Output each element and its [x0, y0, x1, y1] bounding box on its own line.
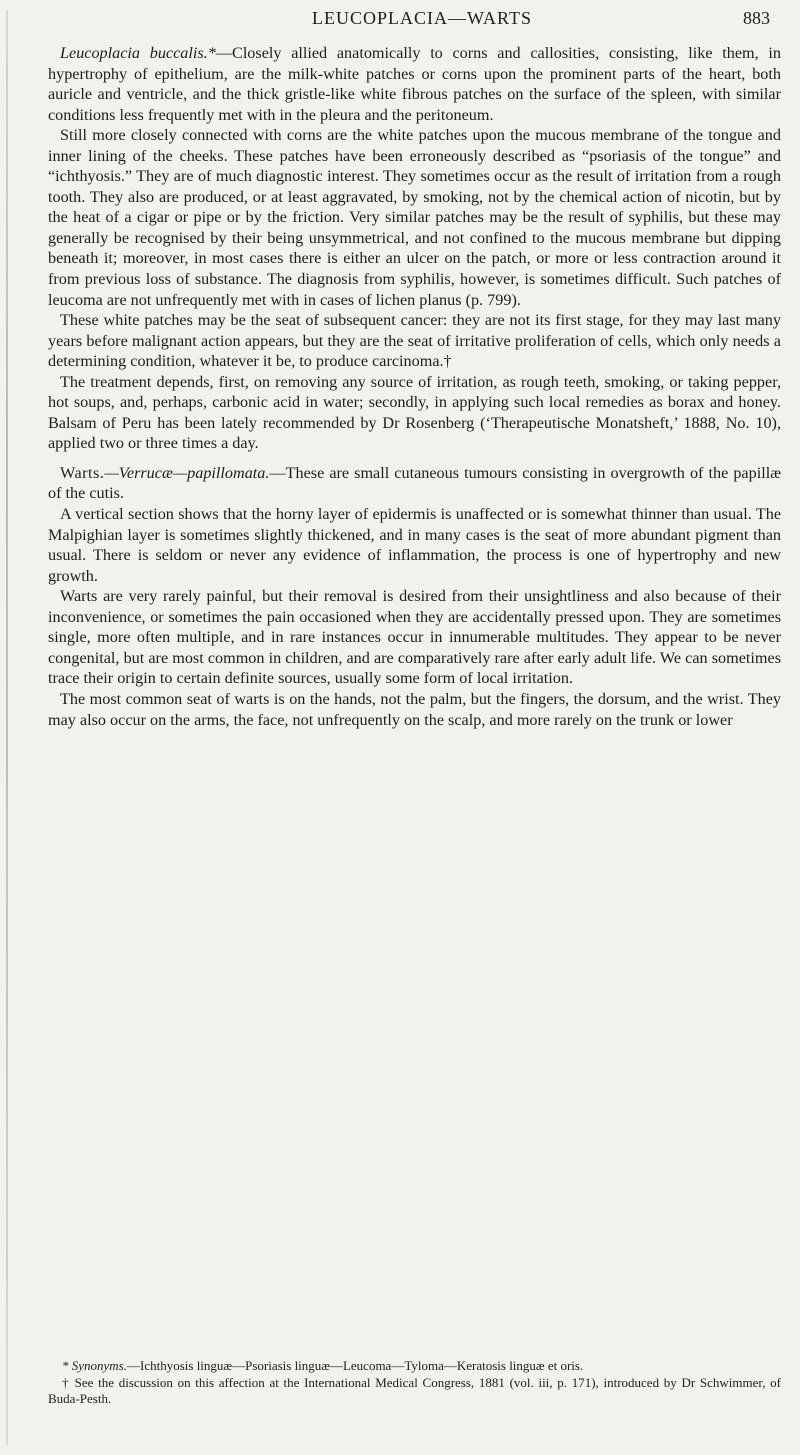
body-text: [48, 43, 781, 730]
footnote-congress: [48, 1375, 781, 1408]
paragraph-tongue-patches: [48, 125, 781, 310]
paragraph-warts-seat: [48, 689, 781, 730]
footnotes: [48, 1358, 781, 1408]
running-title: LEUCOPLACIA—WARTS: [312, 8, 532, 28]
footnote-synonyms: [48, 1358, 781, 1375]
paragraph-vertical-section: [48, 504, 781, 586]
paragraph-text: Still more closely connected with corns are the white patches upon the mucous membrane of the tongue and inner lining of the cheeks. These patches have been erroneously described as “psoriasis of the tongue” and “ichthyosis.” They are of much diagnostic interest. They sometimes occur as the result of irritation from a rough tooth. They also are produced, or at least aggravated, by smoking, not by the chemical action of nicotin, but by the heat of a cigar or pipe or by the friction. Very similar patches may be the result of syphilis, but these may generally be recognised by their being unsymmetrical, and not confined to the mucous membrane but dipping beneath it; moreover, in most cases there is either an ulcer on the patch, or more or less contraction around it from previous loss of substance. The diagnosis from syphilis, however, is sometimes difficult. Such patches of leucoma are not unfrequently met with in cases of lichen planus (p. 799).: [48, 126, 781, 309]
section-heading-warts: Warts.: [60, 463, 105, 482]
footnote-text: † See the discussion on this affection at the International Medical Congress, 1881 (vol. iii, p. 171), introduced by Dr Schwimmer, of Buda-Pesth.: [48, 1374, 781, 1406]
footnote-text: —Ichthyosis linguæ—Psoriasis linguæ—Leucoma—Tyloma—Keratosis linguæ et oris.: [127, 1358, 584, 1373]
paragraph-warts: [48, 463, 781, 504]
paragraph-text: —These are small cutaneous tumours consisting in overgrowth of the papillæ of the cutis.: [48, 463, 781, 503]
paragraph-cancer: [48, 310, 781, 372]
paragraph-leucoplacia: [48, 43, 781, 125]
paragraph-text: Warts are very rarely painful, but their removal is desired from their unsightliness and also because of their inconvenience, or sometimes the pain occasioned when they are accidentally pressed upon. They are sometimes single, more often multiple, and in rare instances occur in innumerable multitudes. They appear to be never congenital, but are most common in children, and are comparatively rare after early adult life. We can sometimes trace their origin to certain definite sources, usually some form of local irritation.: [48, 587, 781, 688]
section-heading-leucoplacia: Leucoplacia buccalis.*: [60, 44, 216, 62]
paragraph-text: The most common seat of warts is on the hands, not the palm, but the fingers, the dorsum, and the wrist. They may also occur on the arms, the face, not unfrequently on the scalp, and more rarely on the trunk or lower: [48, 689, 781, 729]
paragraph-text: The treatment depends, first, on removing any source of irritation, as rough teeth, smoking, or taking pepper, hot soups, and, perhaps, carbonic acid in water; secondly, in applying such local remedies as borax and honey. Balsam of Peru has been lately recommended by Dr Rosenberg (‘Therapeutische Monatsheft,’ 1888, No. 10), applied two or three times a day.: [48, 372, 781, 453]
page-number: 883: [743, 8, 770, 28]
paragraph-text: A vertical section shows that the horny layer of epidermis is unaffected or is somewhat thinner than usual. The Malpighian layer is sometimes slightly thickened, and in many cases is the seat of more abundant pigment than usual. There is seldom or never any evidence of inflammation, the process is one of hypertrophy and new growth.: [48, 505, 781, 585]
paragraph-text: These white patches may be the seat of subsequent cancer: they are not its first stage, for they may last many years before malignant action appears, but they are the seat of irritative proliferation of cells, which only needs a determining condition, whatever it be, to produce carcinoma.†: [48, 311, 781, 371]
section-subheading-verrucae: —Verrucæ—papillomata.: [104, 463, 270, 482]
page-edge-shadow: [6, 10, 8, 1445]
footnote-label: * Synonyms.: [62, 1358, 127, 1373]
paragraph-treatment: [48, 372, 781, 454]
running-head: [0, 8, 800, 38]
paragraph-warts-painful: [48, 586, 781, 689]
paragraph-text: —Closely allied anatomically to corns and callosities, consisting, like them, in hypertrophy of epithelium, are the milk-white patches or corns upon the prominent parts of the heart, both auricle and ventricle, and the thick gristle-like white fibrous patches on the surface of the spleen, with similar conditions less frequently met with in the pleura and the peritoneum.: [48, 44, 781, 124]
